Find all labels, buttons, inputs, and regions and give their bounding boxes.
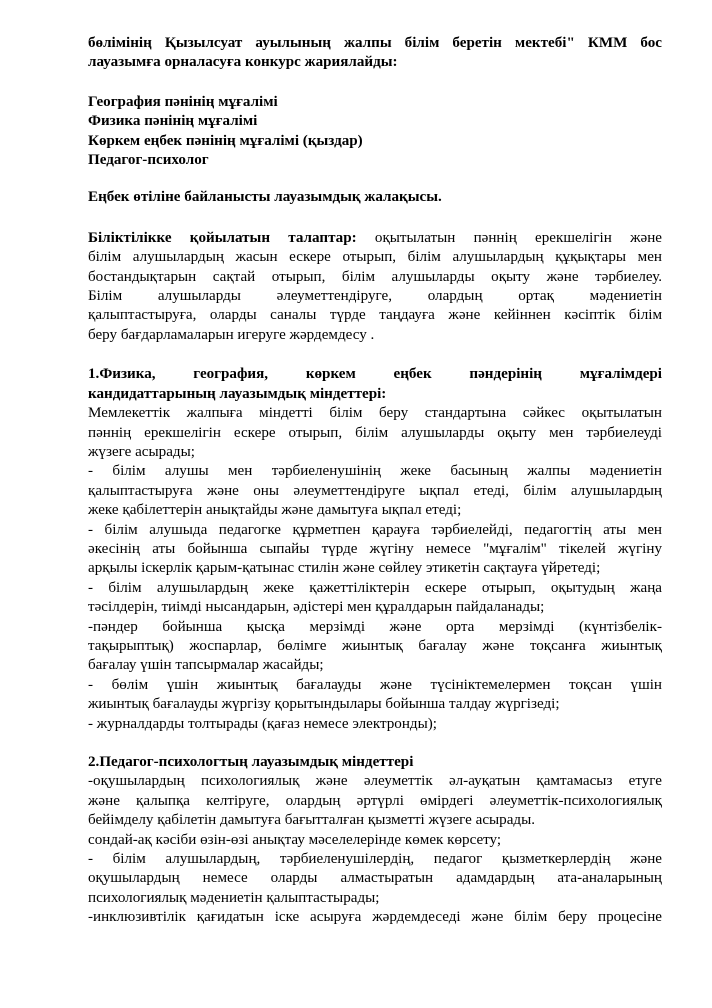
section1-line: әкесінің аты бойынша сыпайы түрде жүгіну немесе "мұғалім" тікелей жүгіну bbox=[88, 540, 662, 557]
section2-line: - білім алушылардың, тәрбиеленушілердің, педагог қызметкерлердің және bbox=[88, 851, 662, 868]
section1-line: бағалау үшін тапсырмалар жасайды; bbox=[88, 657, 324, 674]
section2-heading: 2.Педагог-психологтың лауазымдық міндеттері bbox=[88, 754, 414, 770]
salary-heading: Еңбек өтіліне байланысты лауазымдық жалақысы. bbox=[88, 189, 442, 206]
positions-list bbox=[88, 93, 662, 171]
section1-line: жүзеге асырады; bbox=[88, 443, 195, 460]
section2-line: психологиялық мәдениетін қалыптастырады; bbox=[88, 889, 380, 906]
position-item: Физика пәнінің мұғалімі bbox=[88, 113, 258, 130]
section2-line: сондай-ақ кәсіби өзін-өзі анықтау мәселелерінде көмек көрсету; bbox=[88, 831, 502, 848]
section1-line: -пәндер бойынша қысқа мерзімді және орта мерзімді (күнтізбелік- bbox=[88, 618, 662, 635]
section1-line: - білім алушылардың жеке қажеттіліктерін ескере отырып, оқытудың жаңа bbox=[88, 579, 662, 596]
intro-line: бөлімінің Қызылсуат ауылының жалпы білім беретін мектебі" КММ бос bbox=[88, 35, 662, 51]
section2-line: және қалыпқа келтіруге, олардың әртүрлі өмірдегі әлеуметтік-психологиялық bbox=[88, 792, 662, 809]
requirements-line: Білім алушыларды әлеуметтендіруге, олардың ортақ мәдениетін bbox=[88, 288, 662, 305]
document-page bbox=[88, 34, 662, 928]
section1 bbox=[88, 365, 662, 734]
position-item: Педагог-психолог bbox=[88, 152, 209, 169]
requirements-line: қалыптастыруға, оларды саналы түрде таңдауға және кейіннен кәсіптік білім bbox=[88, 307, 662, 324]
section1-heading: кандидаттарының лауазымдық міндеттері: bbox=[88, 385, 387, 402]
section1-line: - бөлім үшін жиынтық бағалауды және түсініктемелермен тоқсан үшін bbox=[88, 676, 662, 693]
section1-line: - білім алушыда педагогке құрметпен қарауға тәрбиелейді, педагогтің аты мен bbox=[88, 521, 662, 538]
requirements-line: бостандықтарын сақтай отырып, білім алушыларды оқыту және тәрбиелеу. bbox=[88, 268, 662, 285]
position-item: География пәнінің мұғалімі bbox=[88, 93, 278, 110]
section1-line: - білім алушы мен тәрбиеленушінің жеке басының жалпы мәдениетін bbox=[88, 463, 662, 480]
section1-line: жеке қабілеттерін анықтайды және дамытуға ықпал етеді; bbox=[88, 502, 462, 519]
section1-line: жиынтық бағалауды жүргізу қорытындылары бойынша талдау жүргізеді; bbox=[88, 696, 560, 713]
intro-paragraph bbox=[88, 34, 662, 73]
section1-heading: 1.Физика, география, көркем еңбек пәндерінің мұғалімдері bbox=[88, 366, 662, 383]
position-item: Көркем еңбек пәнінің мұғалімі (қыздар) bbox=[88, 132, 363, 149]
requirements-line: білім алушылардың жасын ескере отырып, білім алушылардың құқықтары мен bbox=[88, 249, 662, 266]
section1-line: тәсілдерін, тиімді нысандарын, әдістері мен құралдарын пайдаланады; bbox=[88, 599, 545, 616]
section1-line: арқылы іскерлік қарым-қатынас стилін және сөйлеу этикетін сақтауға үйретеді; bbox=[88, 560, 601, 577]
requirements-paragraph bbox=[88, 229, 662, 345]
requirements-line: беру бағдарламаларын игеруге жәрдемдесу . bbox=[88, 326, 375, 343]
requirements-label: Біліктілікке қойылатын талаптар: bbox=[88, 229, 357, 246]
requirements-line bbox=[88, 229, 662, 248]
requirements-text: оқытылатын пәннің ерекшелігін және bbox=[356, 229, 662, 246]
section2 bbox=[88, 753, 662, 928]
section1-line: пәннің ерекшелігін ескере отырып, білім алушыларды оқыту мен тәрбиелеуді bbox=[88, 424, 662, 441]
section1-line: қалыптастыруға және оны әлеуметтендіруге ықпал етеді, білім алушылардың bbox=[88, 482, 662, 499]
section1-line: Мемлекеттік жалпыға міндетті білім беру стандартына сәйкес оқытылатын bbox=[88, 405, 662, 422]
section2-line: оқушылардың немесе оларды алмастыратын адамдардың ата-аналарының bbox=[88, 870, 662, 887]
section2-line: -инклюзивтілік қағидатын іске асыруға жәрдемдеседі және білім беру процесіне bbox=[88, 909, 662, 926]
intro-line: лауазымға орналасуға конкурс жариялайды: bbox=[88, 54, 398, 71]
section1-line: тақырыптық) жоспарлар, бөлімге жиынтық бағалау және тоқсанға жиынтық bbox=[88, 637, 662, 654]
section2-line: бейімделу қабілетін дамытуға бағытталған қызметті жүзеге асырады. bbox=[88, 812, 535, 829]
section1-line: - журналдарды толтырады (қағаз немесе электронды); bbox=[88, 715, 437, 732]
section2-line: -оқушылардың психологиялық және әлеуметтік әл-ауқатын қамтамасыз етуге bbox=[88, 773, 662, 790]
